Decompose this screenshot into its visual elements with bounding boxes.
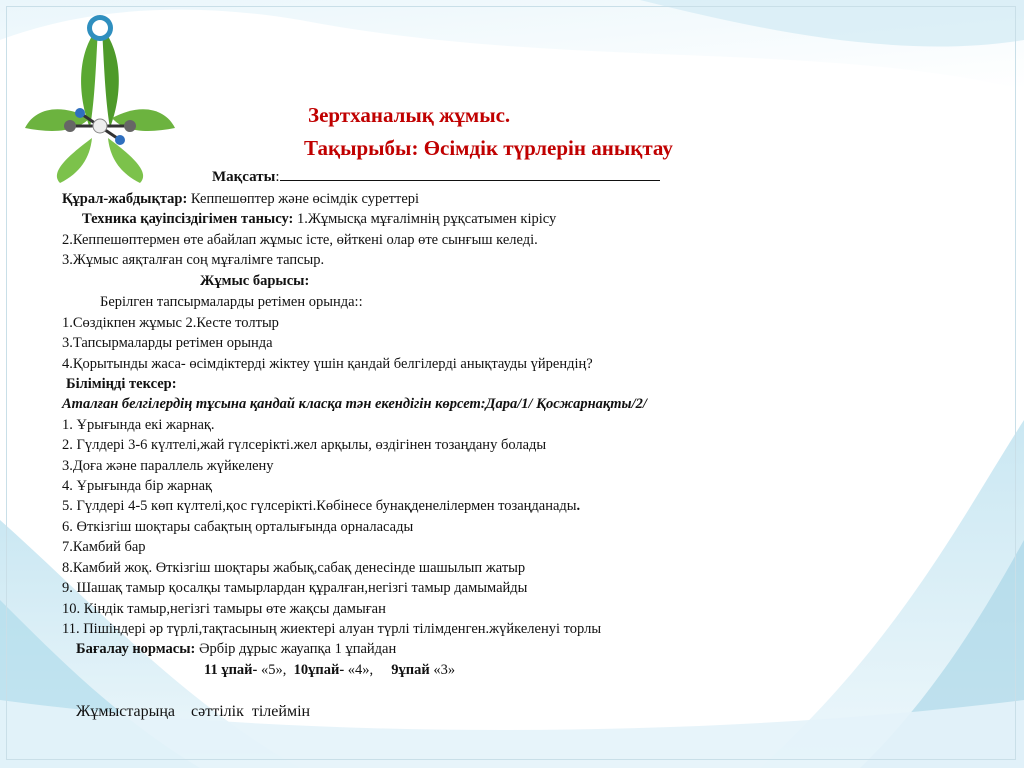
- check-instruction: Аталған белгілердің тұсына қандай класқа тән екендігін көрсет:Дара/1/ Қосжарнақты/2/: [62, 396, 647, 412]
- goal-label: Мақсаты: [212, 169, 276, 185]
- grading-scale: [204, 661, 455, 679]
- equipment-label: Құрал-жабдықтар:: [62, 191, 188, 207]
- equipment-text: Кеппешөптер және өсімдік суреттері: [187, 191, 420, 207]
- check-item-1: 1. Ұрығында екі жарнақ.: [62, 417, 215, 433]
- safety-item-3: 3.Жұмыс аяқталған соң мұғалімге тапсыр.: [62, 252, 325, 268]
- check-item-6: 6. Өткізгіш шоқтары сабақтың орталығында орналасады: [62, 519, 414, 535]
- grading-line: [76, 640, 396, 658]
- safety-item-2: 2.Кеппешөптермен өте абайлап жұмыс істе, өйткені олар өте сынғыш келеді.: [62, 232, 538, 248]
- grading-label: Бағалау нормасы:: [76, 641, 196, 657]
- check-item-9: 9. Шашақ тамыр қосалқы тамырлардан құралған,негізгі тамыр дамымайды: [62, 580, 528, 596]
- check-item-5-period: .: [576, 498, 581, 514]
- grade-5: «5»,: [257, 662, 290, 678]
- progress-step-3: 4.Қорытынды жаса- өсімдіктерді жіктеу үшін қандай белгілерді анықтауды үйрендің?: [62, 356, 593, 372]
- progress-heading: Жұмыс барысы:: [200, 273, 310, 289]
- check-item-11: 11. Пішіндері әр түрлі,тақтасының жиектері алуан түрлі тілімденген.жүйкеленуі торлы: [62, 621, 602, 637]
- check-item-4: 4. Ұрығында бір жарнақ: [62, 478, 213, 494]
- equipment-line: [62, 190, 419, 208]
- score-10: 10ұпай-: [290, 662, 345, 678]
- check-item-3: 3.Доға және параллель жүйкелену: [62, 458, 274, 474]
- check-item-8: 8.Камбий жоқ. Өткізгіш шоқтары жабық,сабақ денесінде шашылып жатыр: [62, 560, 526, 576]
- goal-colon: :: [275, 169, 280, 185]
- check-item-5-line: [62, 497, 580, 515]
- goal-line: [212, 168, 660, 186]
- check-item-10: 10. Кіндік тамыр,негізгі тамыры өте жақсы дамыған: [62, 601, 386, 617]
- safety-item-1: 1.Жұмысқа мұғалімнің рұқсатымен кірісу: [293, 211, 557, 227]
- check-item-7: 7.Камбий бар: [62, 539, 146, 555]
- title-line-1: Зертханалық жұмыс.: [308, 103, 511, 127]
- safety-line: [82, 210, 556, 228]
- plant-molecule-logo: [20, 8, 180, 188]
- goal-blank-field: [280, 168, 660, 181]
- progress-step-2: 3.Тапсырмаларды ретімен орында: [62, 335, 273, 351]
- check-heading: Біліміңді тексер:: [66, 376, 177, 392]
- grade-4: «4»,: [344, 662, 392, 678]
- grading-text: Әрбір дұрыс жауапқа 1 ұпайдан: [195, 641, 397, 657]
- check-item-2: 2. Гүлдері 3-6 күлтелі,жай гүлсерікті.жел арқылы, өздігінен тозаңдану болады: [62, 437, 547, 453]
- progress-step-1: 1.Сөздікпен жұмыс 2.Кесте толтыр: [62, 315, 279, 331]
- closing-wish: Жұмыстарыңа сәттілік тілеймін: [76, 703, 311, 720]
- progress-intro: Берілген тапсырмаларды ретімен орында::: [100, 294, 363, 310]
- score-9: 9ұпай: [391, 662, 430, 678]
- check-item-5: 5. Гүлдері 4-5 көп күлтелі,қос гүлсерікті.Көбінесе бунақденелілермен тозаңданады: [62, 498, 577, 514]
- grade-3: «3»: [429, 662, 456, 678]
- score-11: 11 ұпай-: [204, 662, 258, 678]
- title-line-2: Тақырыбы: Өсімдік түрлерін анықтау: [304, 136, 673, 160]
- safety-label: Техника қауіпсіздігімен танысу:: [82, 211, 294, 227]
